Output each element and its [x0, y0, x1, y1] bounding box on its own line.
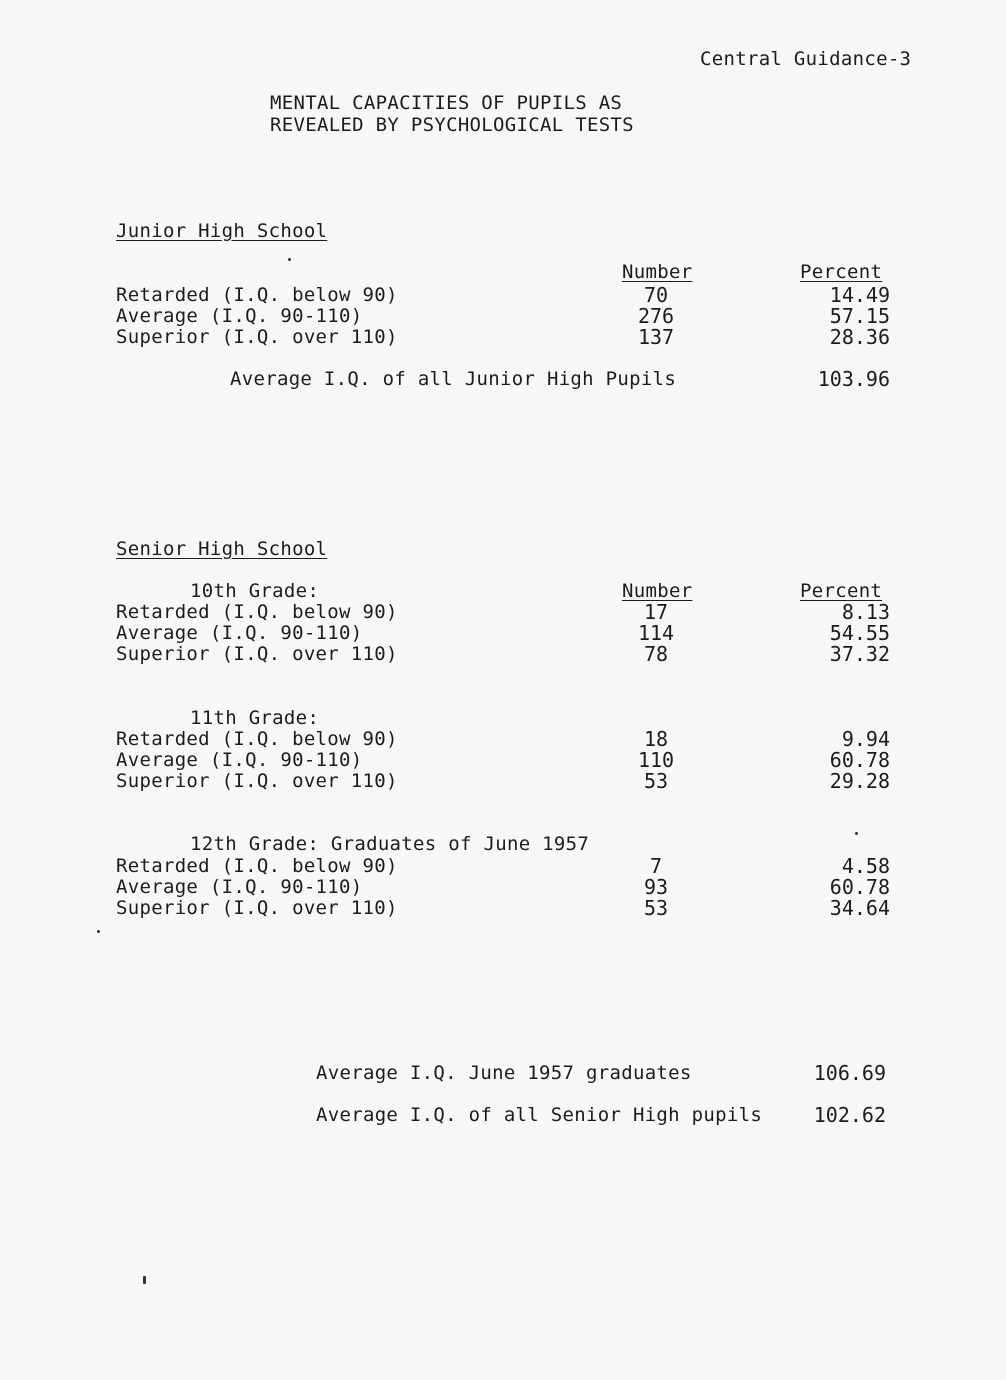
junior-row-percent: 28.36: [829, 325, 890, 349]
senior-average-value: 102.62: [813, 1103, 886, 1127]
junior-row-number: 276: [637, 304, 675, 328]
junior-percent-header: Percent: [800, 261, 883, 283]
grade12-row-percent: 4.58: [841, 854, 890, 878]
grade12-row-number: 53: [643, 896, 669, 920]
junior-average-label: Average I.Q. of all Junior High Pupils: [230, 368, 677, 390]
grade12-row-number: 7: [649, 854, 663, 878]
grade12-row-label: Superior (I.Q. over 110): [116, 897, 398, 919]
grade10-row-percent: 54.55: [829, 621, 890, 645]
grade10-row-number: 17: [643, 600, 669, 624]
junior-row-percent: 57.15: [829, 304, 890, 328]
grade11-row-number: 53: [643, 769, 669, 793]
grade10-row-number: 114: [637, 621, 675, 645]
graduates-average-value: 106.69: [813, 1061, 886, 1085]
junior-row-label: Average (I.Q. 90-110): [116, 305, 363, 327]
grade11-row-percent: 9.94: [841, 727, 890, 751]
grade10-row-label: Superior (I.Q. over 110): [116, 643, 398, 665]
junior-row-percent: 14.49: [829, 283, 890, 307]
junior-high-heading: Junior High School: [116, 220, 328, 242]
grade11-row-number: 18: [643, 727, 669, 751]
graduates-average-label: Average I.Q. June 1957 graduates: [316, 1062, 692, 1084]
senior-high-heading: Senior High School: [116, 538, 328, 560]
grade11-row-label: Retarded (I.Q. below 90): [116, 728, 398, 750]
grade11-row-number: 110: [637, 748, 675, 772]
paper-speck: [288, 258, 291, 261]
junior-number-header: Number: [622, 261, 693, 283]
grade-title: 11th Grade:: [190, 707, 320, 729]
senior-number-header: Number: [622, 580, 693, 602]
paper-speck: [97, 930, 100, 933]
grade11-row-percent: 60.78: [829, 748, 890, 772]
grade12-row-label: Retarded (I.Q. below 90): [116, 855, 398, 877]
senior-percent-header: Percent: [800, 580, 883, 602]
junior-row-number: 70: [643, 283, 669, 307]
document-title-line-1: MENTAL CAPACITIES OF PUPILS AS: [270, 92, 623, 114]
grade12-row-number: 93: [643, 875, 669, 899]
grade10-row-percent: 8.13: [841, 600, 890, 624]
grade10-row-number: 78: [643, 642, 669, 666]
grade10-row-label: Retarded (I.Q. below 90): [116, 601, 398, 623]
grade12-row-percent: 34.64: [829, 896, 890, 920]
grade-title: 12th Grade: Graduates of June 1957: [190, 833, 590, 855]
junior-average-value: 103.96: [817, 367, 890, 391]
page-reference: Central Guidance-3: [700, 48, 912, 70]
paper-speck: [855, 832, 858, 835]
grade11-row-label: Average (I.Q. 90-110): [116, 749, 363, 771]
document-title-line-2: REVEALED BY PSYCHOLOGICAL TESTS: [270, 114, 634, 136]
grade-title: 10th Grade:: [190, 580, 320, 602]
grade10-row-percent: 37.32: [829, 642, 890, 666]
grade12-row-percent: 60.78: [829, 875, 890, 899]
grade12-row-label: Average (I.Q. 90-110): [116, 876, 363, 898]
grade11-row-label: Superior (I.Q. over 110): [116, 770, 398, 792]
junior-row-label: Retarded (I.Q. below 90): [116, 284, 398, 306]
grade11-row-percent: 29.28: [829, 769, 890, 793]
junior-row-label: Superior (I.Q. over 110): [116, 326, 398, 348]
junior-row-number: 137: [637, 325, 675, 349]
senior-average-label: Average I.Q. of all Senior High pupils: [316, 1104, 763, 1126]
grade10-row-label: Average (I.Q. 90-110): [116, 622, 363, 644]
paper-speck: [143, 1276, 146, 1284]
